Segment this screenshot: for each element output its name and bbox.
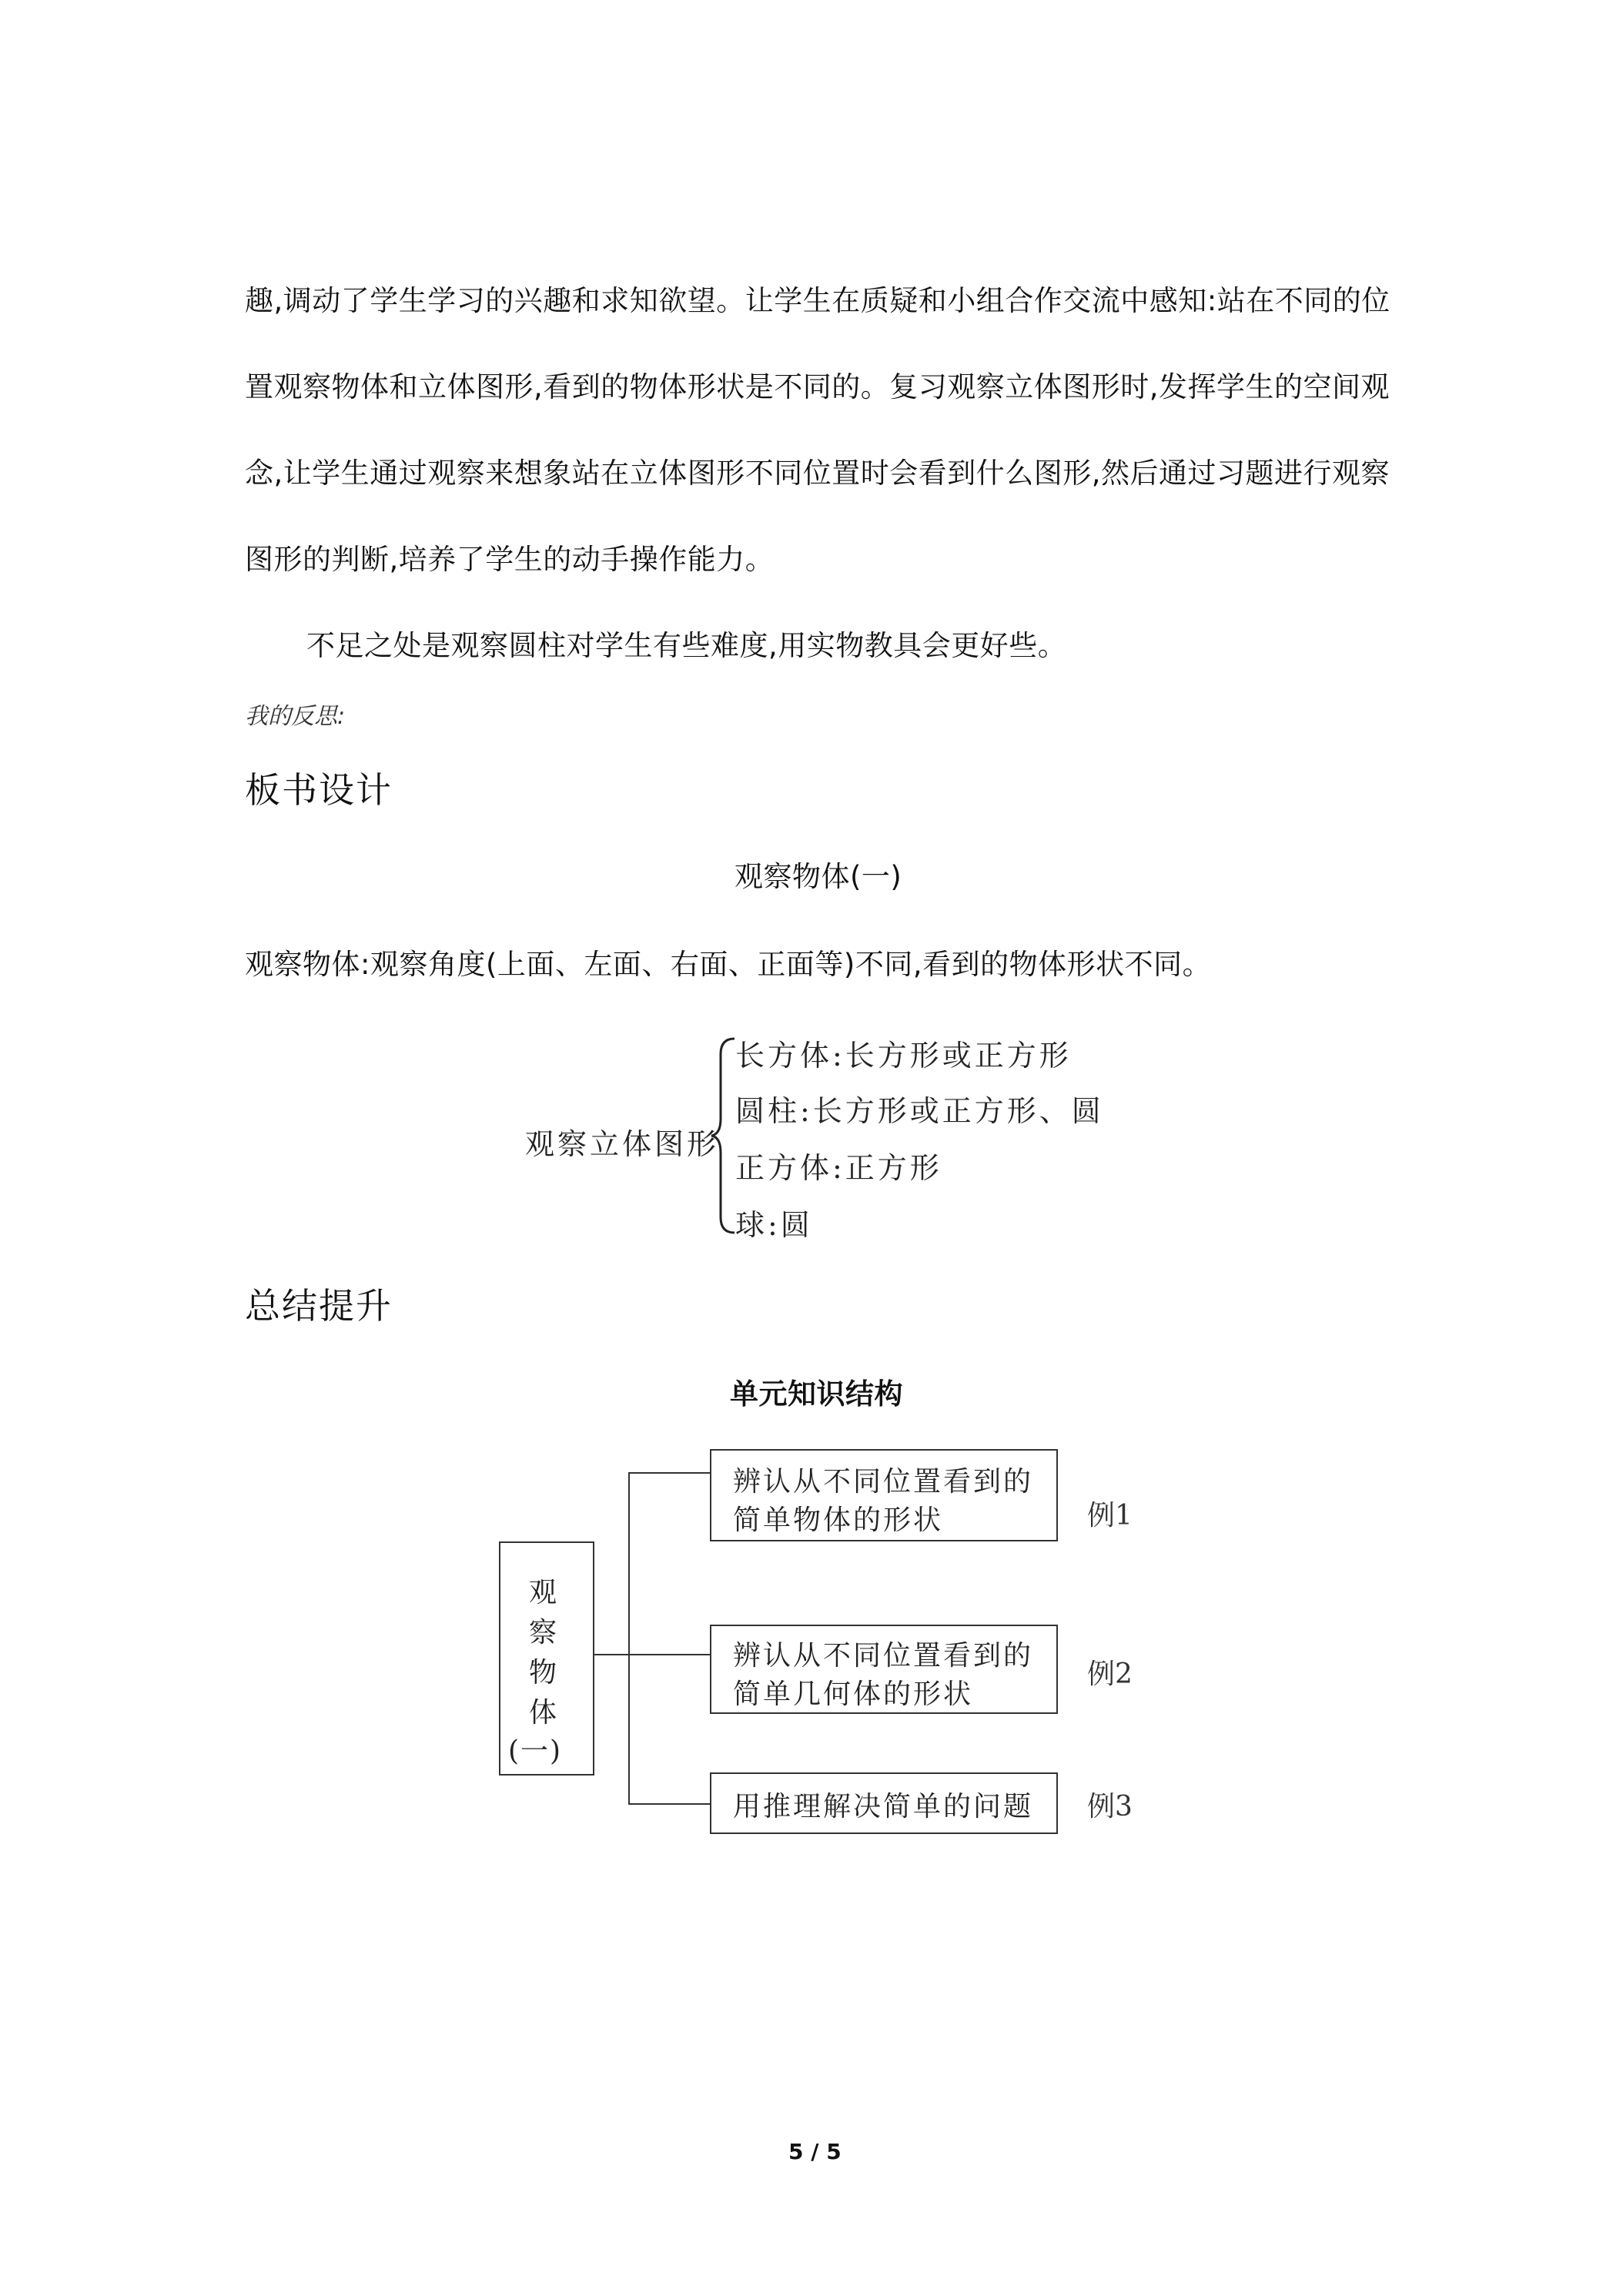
trunk-line (628, 1472, 630, 1803)
brace-item-cuboid: 长方体:长方形或正方形 (735, 1039, 1072, 1073)
branch-connector-2 (628, 1654, 710, 1655)
branch-3-line-1: 用推理解决简单的问题 (733, 1791, 1034, 1822)
shortcoming-text: 不足之处是观察圆柱对学生有些难度,用实物教具会更好些。 (306, 629, 1067, 662)
branch-connector-1 (628, 1472, 710, 1474)
board-design-heading: 板书设计 (245, 769, 393, 811)
diagram-title: 单元知识结构 (730, 1377, 903, 1411)
board-design-statement: 观察物体:观察角度(上面、左面、右面、正面等)不同,看到的物体形状不同。 (245, 948, 1212, 981)
branch-1-line-1: 辨认从不同位置看到的 (733, 1466, 1034, 1498)
brace-item-cube: 正方体:正方形 (735, 1151, 942, 1185)
branch-connector-3 (628, 1803, 710, 1805)
root-char-2: 察 (529, 1617, 560, 1648)
branch-2-line-2: 简单几何体的形状 (733, 1678, 974, 1710)
reflection-line-1: 趣,调动了学生学习的兴趣和求知欲望。让学生在质疑和小组合作交流中感知:站在不同的位 (245, 284, 1390, 317)
branch-1-line-2: 简单物体的形状 (733, 1504, 944, 1536)
root-connector (594, 1654, 628, 1655)
reflection-line-2: 置观察物体和立体图形,看到的物体形状是不同的。复习观察立体图形时,发挥学生的空间观 (245, 370, 1390, 403)
root-box (499, 1541, 594, 1776)
brace-label: 观察立体图形 (525, 1127, 720, 1161)
board-design-title: 观察物体(一) (735, 860, 902, 893)
branch-2-line-1: 辨认从不同位置看到的 (733, 1640, 1034, 1672)
branch-1-example: 例1 (1087, 1500, 1133, 1531)
summary-heading: 总结提升 (245, 1285, 393, 1327)
root-char-3: 物 (529, 1657, 560, 1689)
brace-item-cylinder: 圆柱:长方形或正方形、圆 (735, 1094, 1104, 1128)
branch-box-3 (710, 1772, 1058, 1834)
my-reflection-label: 我的反思: (245, 703, 346, 730)
reflection-line-3: 念,让学生通过观察来想象站在立体图形不同位置时会看到什么图形,然后通过习题进行观察 (245, 457, 1390, 490)
page-number: 5 / 5 (788, 2139, 842, 2164)
brace-item-sphere: 球:圆 (735, 1208, 813, 1242)
root-char-5: (一) (508, 1735, 563, 1767)
branch-box-1 (710, 1449, 1058, 1541)
reflection-line-4: 图形的判断,培养了学生的动手操作能力。 (245, 543, 775, 576)
root-char-4: 体 (529, 1697, 560, 1729)
root-char-1: 观 (529, 1577, 560, 1608)
branch-box-2 (710, 1625, 1058, 1714)
branch-2-example: 例2 (1087, 1658, 1133, 1690)
branch-3-example: 例3 (1087, 1791, 1133, 1822)
